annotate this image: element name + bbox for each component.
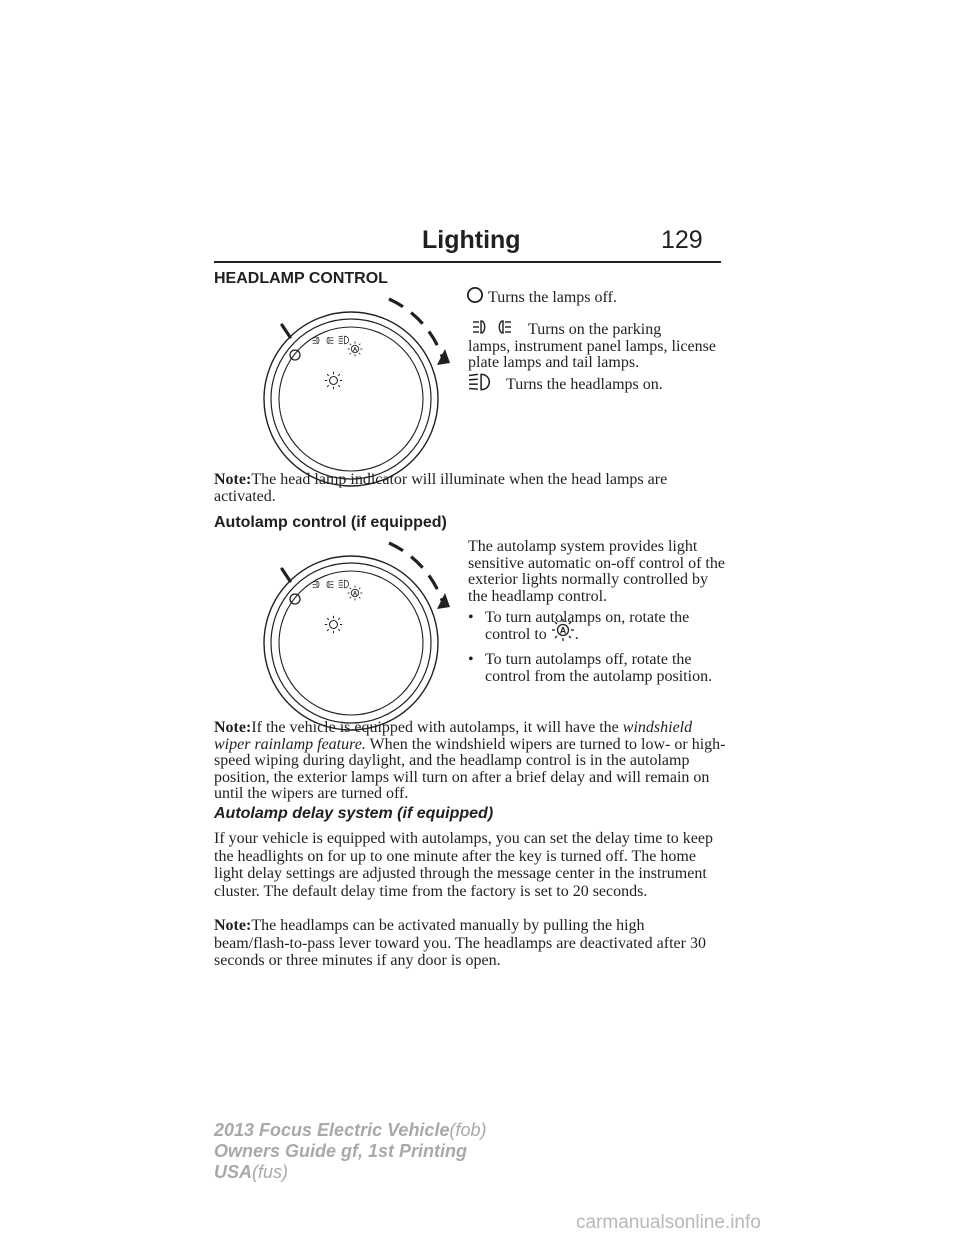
bullet-autolamps-off [468, 652, 728, 704]
note-label: Note: [214, 719, 252, 736]
footer-vehicle-code: (fob) [449, 1120, 487, 1140]
footer-market-code: (fus) [252, 1162, 289, 1182]
note-label: Note: [214, 471, 252, 488]
section-heading-headlamp-control: HEADLAMP CONTROL [214, 270, 388, 287]
autolamp-intro: The autolamp system provides light sensitive automatic on-off control of the exterior lights normally controlled by the headlamp control. [468, 538, 725, 605]
note-text: The head lamp indicator will illuminate when the head lamps are activated. [214, 471, 668, 505]
page-number: 129 [661, 226, 703, 254]
item-parking-lamps-text-1: Turns on the parking [528, 321, 662, 338]
autolamp-icon [551, 618, 575, 642]
note-label: Note: [214, 917, 252, 934]
item-headlamps-text: Turns the headlamps on. [506, 376, 663, 393]
note-text-b: When the windshield wipers are turned to low- or high-speed wiping during daylight, and the headlamp control is in the autolamp position, the exterior lamps will turn on after a brief delay and will remain on until the wipers are turned off. [214, 735, 726, 802]
bullet-autolamps-off-text: To turn autolamps off, rotate the control from the autolamp position. [485, 651, 713, 685]
bullet-autolamps-on [468, 610, 728, 646]
lamps-off-icon [464, 284, 486, 306]
section-heading-autolamp-control: Autolamp control (if equipped) [214, 514, 447, 531]
note-manual-headlamps [214, 917, 722, 970]
bullet-dot: • [468, 651, 474, 668]
page-header-title: Lighting [422, 226, 521, 254]
headlamp-control-knob-illustration [251, 291, 451, 491]
footer-info [214, 1120, 486, 1183]
bullet-autolamps-on-text-b: control to [485, 625, 547, 643]
item-lamps-off-text: Turns the lamps off. [488, 289, 617, 306]
note-italic-feature: windshield wiper rainlamp feature. [214, 719, 693, 753]
bullet-autolamps-on-text [485, 610, 725, 643]
bullet-dot: • [468, 609, 474, 626]
item-parking-lamps-text-2: lamps, instrument panel lamps, license plate lamps and tail lamps. [468, 337, 716, 371]
autolamp-control-knob-illustration [251, 535, 451, 735]
item-headlamps [468, 377, 730, 394]
footer-vehicle: 2013 Focus Electric Vehicle [214, 1120, 450, 1140]
note-text: The headlamps can be activated manually by pulling the high beam/flash-to-pass lever toward you. The headlamps are deactivated after 30 seconds or three minutes if any door is open. [214, 917, 706, 969]
note-rainlamp-feature [214, 720, 726, 803]
item-parking-lamps [468, 322, 730, 372]
autolamp-delay-paragraph: If your vehicle is equipped with autolamps, you can set the delay time to keep the headlights on for up to one minute after the key is turned off. The home light delay settings are adjusted through the message center in the instrument cluster. The default delay time from the factory is set to 20 seconds. [214, 830, 713, 900]
parking-lamps-icon [468, 317, 518, 337]
headlamps-icon [468, 371, 494, 393]
header-divider [214, 261, 721, 263]
bullet-autolamps-on-text-c: . [574, 625, 579, 643]
section-heading-autolamp-delay: Autolamp delay system (if equipped) [214, 805, 494, 822]
item-lamps-off [468, 290, 730, 307]
note-text-a: If the vehicle is equipped with autolamps, it will have the [251, 719, 619, 736]
footer-market: USA [214, 1162, 253, 1182]
bullet-autolamps-on-text-a: To turn autolamps on, rotate the [485, 609, 690, 626]
footer-guide: Owners Guide gf, 1st Printing [214, 1141, 468, 1161]
watermark[interactable]: carmanualsonline.info [576, 1212, 761, 1233]
note-headlamp-indicator [214, 472, 724, 505]
